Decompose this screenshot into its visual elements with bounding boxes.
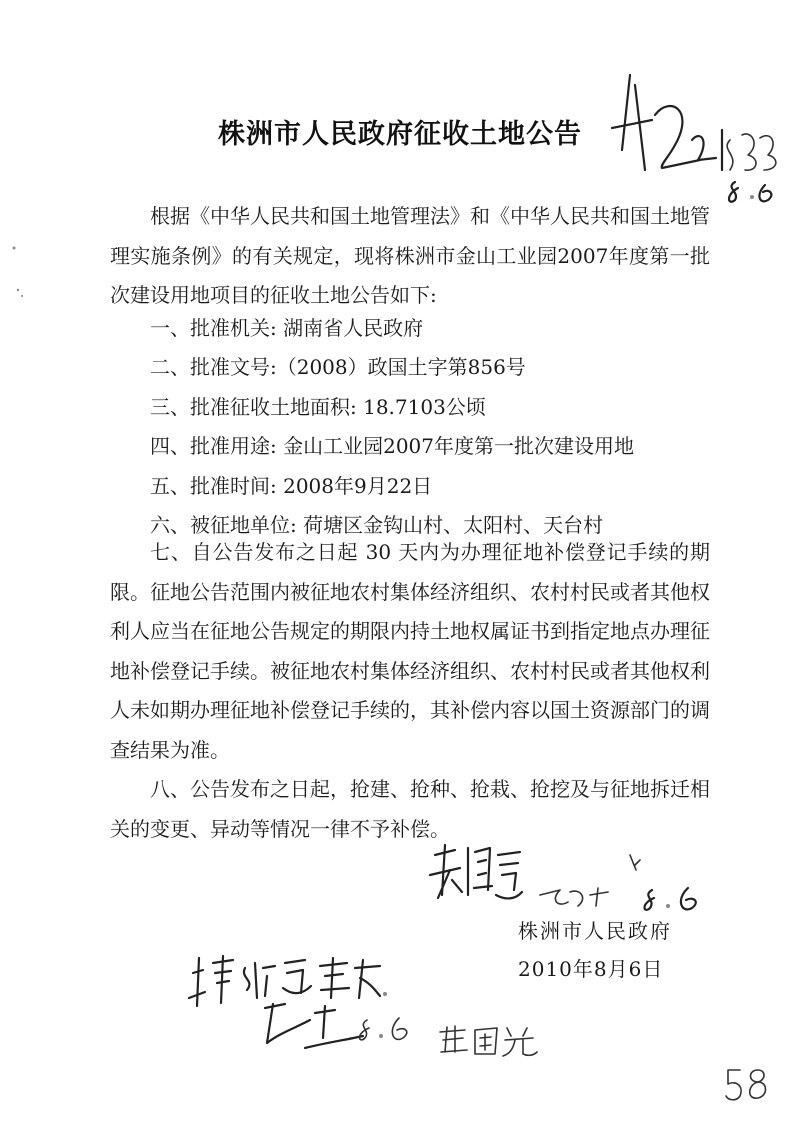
item-approval-date: 五、批准时间: 2008年9月22日 bbox=[150, 474, 433, 498]
page-number-handwritten bbox=[722, 1062, 772, 1112]
intro-paragraph: 根据《中华人民共和国土地管理法》和《中华人民共和国土地管理实施条例》的有关规定，现将株洲市金山工业园2007年度第一批次建设用地项目的征收土地公告如下: bbox=[110, 204, 710, 308]
signature-review-request bbox=[185, 948, 435, 1063]
signature-name bbox=[435, 1022, 545, 1062]
clause-seven: 七、自公告发布之日起 30 天内为办理征地补偿登记手续的期限。征地公告范围内被征地农村集体经济组织、农村村民或者其他权利人应当在征地公告规定的期限内持土地权属证书到指定地点办理征地补偿登记手续。被征地农村集体经济组织、农村村民或者其他权利人未如期办理征地补偿登记手续的，其补偿内容以国土资源部门的调查结果为准。 bbox=[110, 540, 710, 762]
issuer-name: 株洲市人民政府 bbox=[518, 919, 672, 943]
issue-date: 2010年8月6日 bbox=[518, 957, 664, 981]
handwritten-note-top-right bbox=[600, 60, 790, 210]
scan-artifacts bbox=[0, 0, 40, 320]
item-land-area: 三、批准征收土地面积: 18.7103公顷 bbox=[150, 395, 486, 419]
item-approval-authority: 一、批准机关: 湖南省人民政府 bbox=[150, 316, 424, 340]
item-land-use: 四、批准用途: 金山工业园2007年度第一批次建设用地 bbox=[150, 434, 634, 458]
item-affected-units: 六、被征地单位: 荷塘区金钩山村、太阳村、天台村 bbox=[150, 513, 604, 537]
item-approval-number: 二、批准文号:（2008）政国土字第856号 bbox=[150, 355, 526, 379]
document-title: 株洲市人民政府征收土地公告 bbox=[218, 119, 582, 150]
clause-eight: 八、公告发布之日起，抢建、抢种、抢栽、抢挖及与征地拆迁相关的变更、异动等情况一律不予补偿。 bbox=[110, 777, 710, 841]
signature-approval bbox=[430, 840, 720, 920]
